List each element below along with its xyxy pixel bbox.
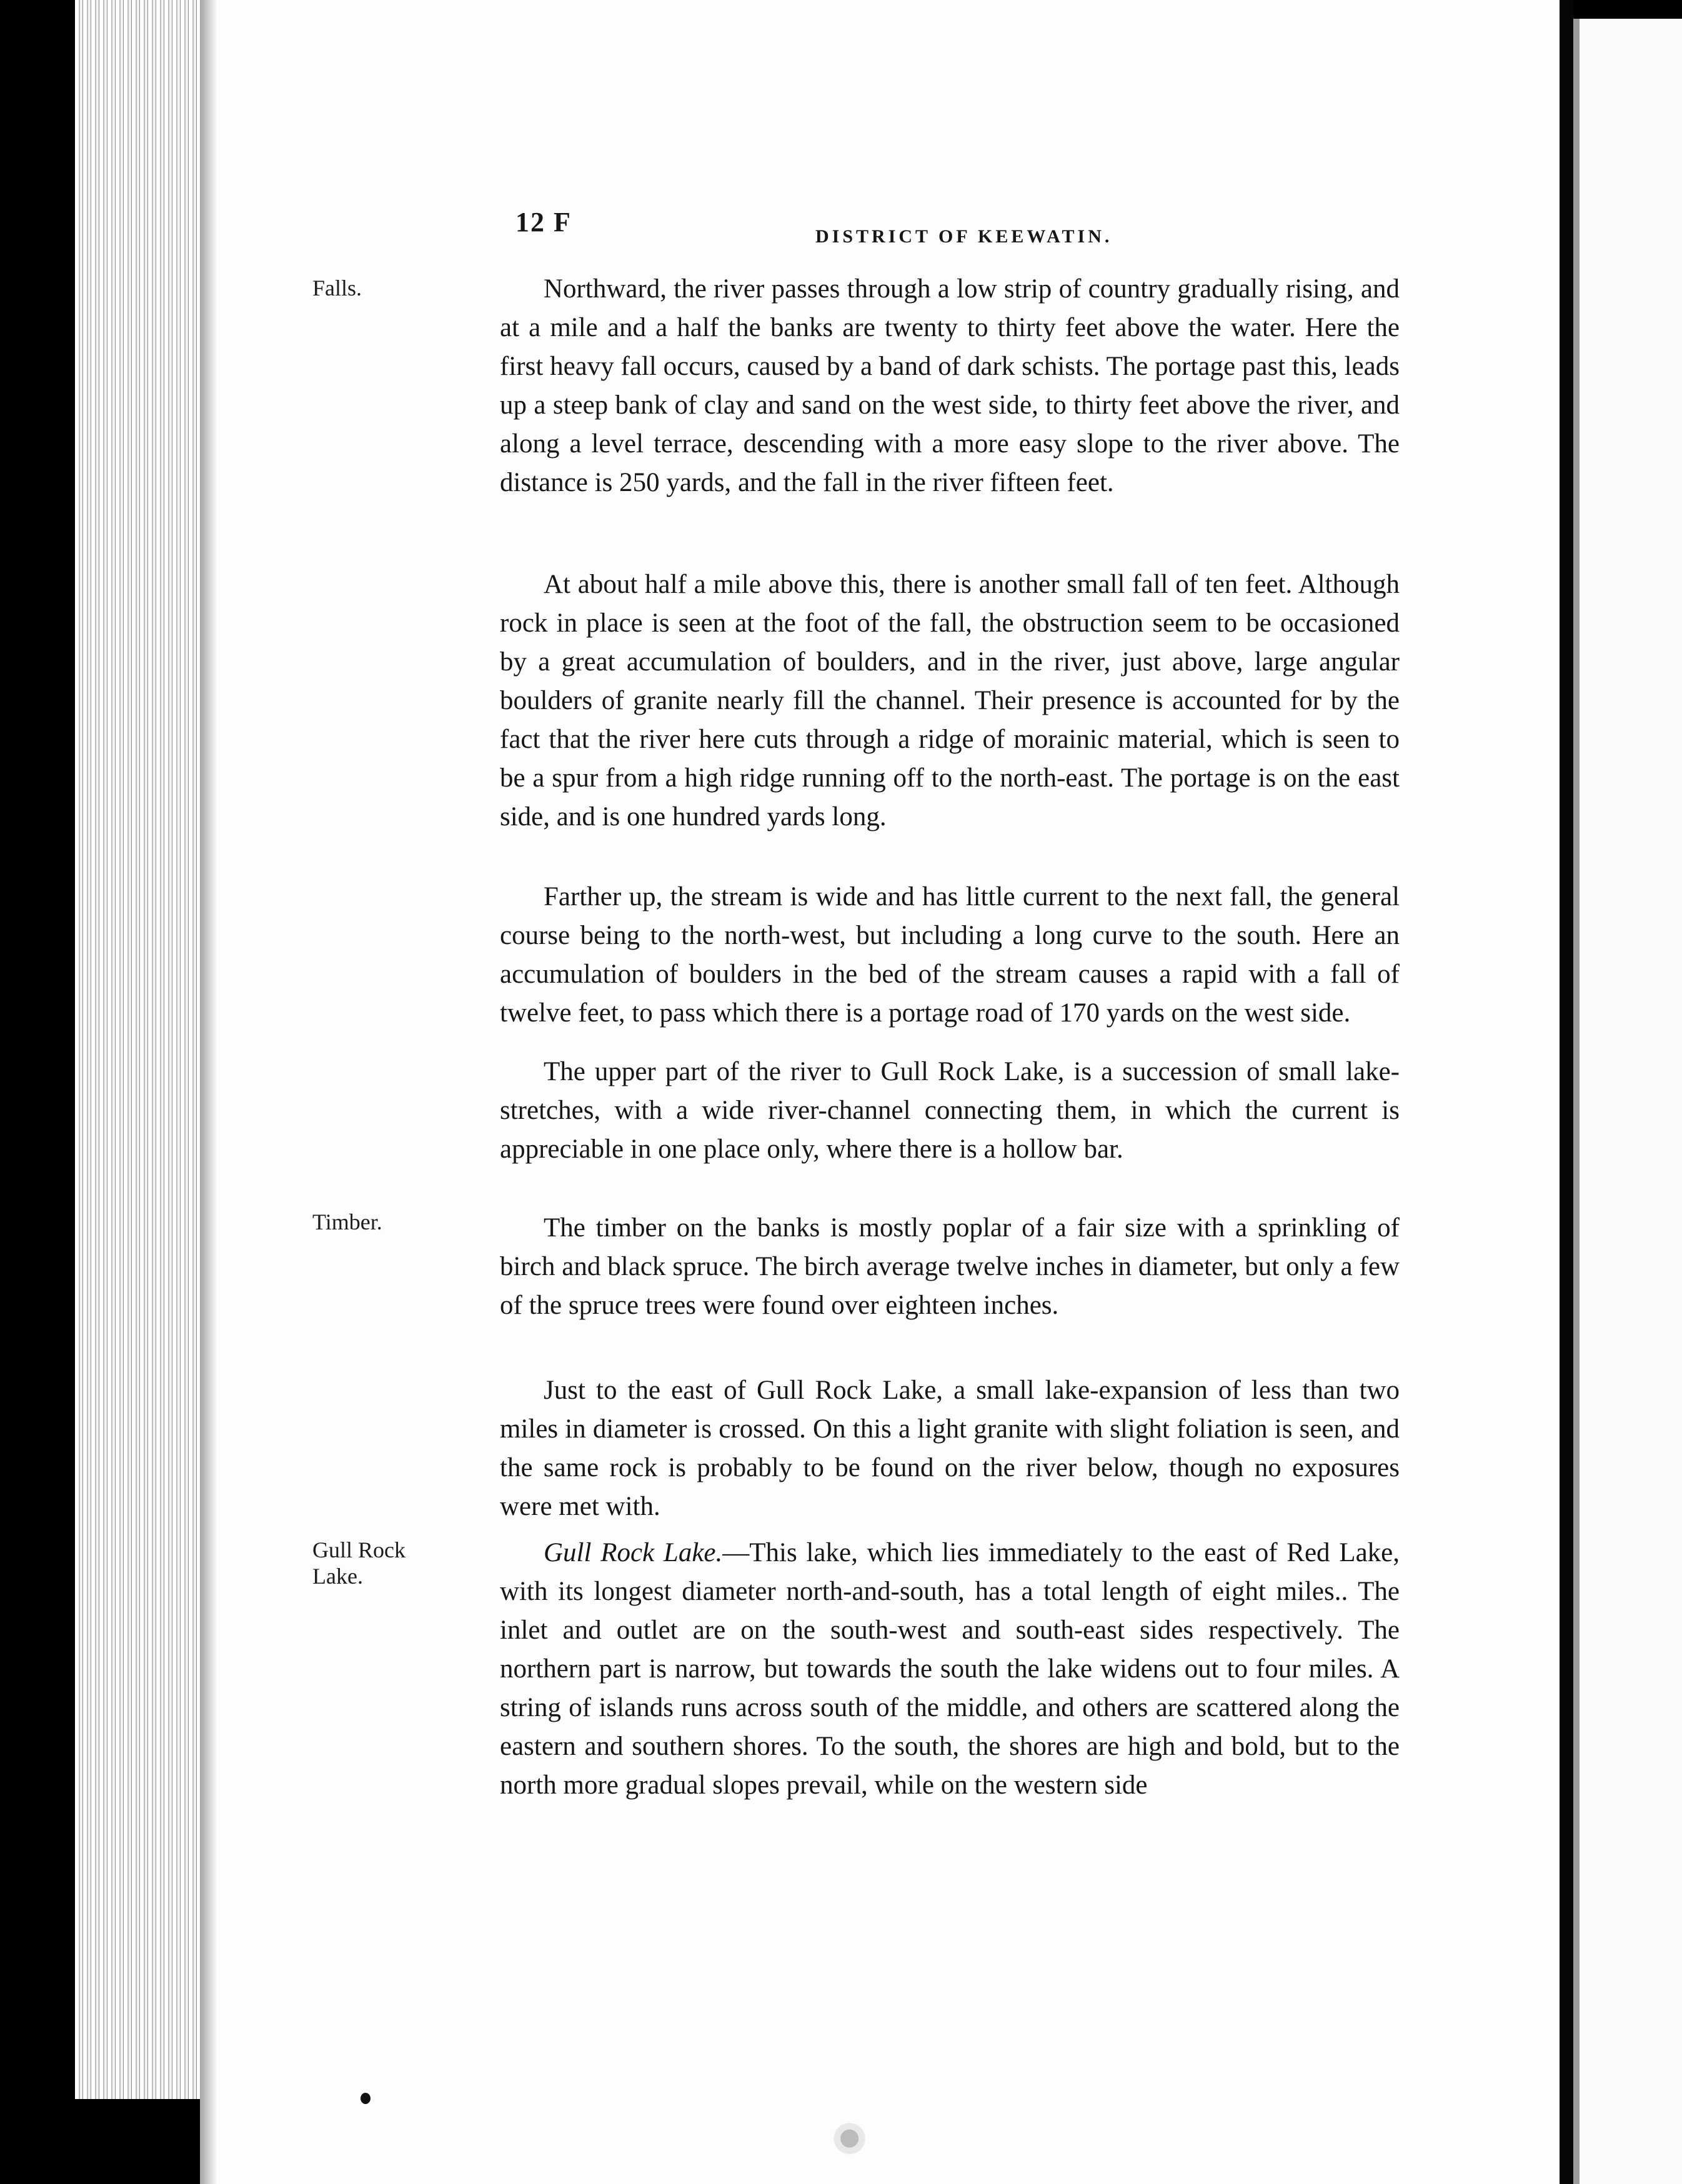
margin-note-falls: Falls. [312,275,362,300]
page-binding-shadow [200,0,217,2184]
ink-spot [361,2093,371,2104]
paragraph-upper-part: The upper part of the river to Gull Rock Lake, is a succession of small lake-stretches, with a wide river-channel connecting them, in which the current is appreciable in one place only, where there is a hollow bar. [500,1057,1400,1164]
paragraph-half-mile: At about half a mile above this, there is another small fall of ten feet. Although rock in place is seen at the foot of the fall, the obstruction seem to be occasioned by a great accumulation of boulders, and in the river, just above, large angular boulders of granite nearly fill the channel. Their presence is accounted for by the fact that the river here cuts through a ridge of morainic material, which is seen to be a spur from a high ridge running off to the north-east. The portage is on the east side, and is one hundred yards long. [500,570,1400,831]
facing-page [1573,19,1682,2184]
paragraph-east-of-lake: Just to the east of Gull Rock Lake, a small lake-expansion of less than two miles in diameter is crossed. On this a light granite with slight foliation is seen, and the same rock is probably to be found on the river below, though no exposures were met with. [500,1376,1400,1521]
paragraph-northward: Northward, the river passes through a low strip of country gradually rising, and at a mile and a half the banks are twenty to thirty feet above the water. Here the first heavy fall occurs, caused by a band of dark schists. The portage past this, leads up a steep bank of clay and sand on the west side, to thirty feet above the river, and along a level terrace, descending with a more easy slope to the river above. The distance is 250 yards, and the fall in the river fifteen feet. [500,274,1400,497]
margin-note-timber: Timber. [312,1209,382,1234]
scan-artifact [831,2123,877,2158]
page-number: 12 F [515,207,572,237]
running-head: DISTRICT OF KEEWATIN. [815,226,1113,247]
section-heading-gull-rock-lake: Gull Rock Lake. [544,1538,723,1567]
paragraph-gull-rock-lake-text: —This lake, which lies immediately to the east of Red Lake, with its longest diameter north-and-south, has a total length of eight miles.. The inlet and outlet are on the south-west and south-east sides respectively. The northern part is narrow, but towards the south the lake widens out to four miles. A string of islands runs across south of the middle, and others are scattered along the eastern and southern shores. To the south, the shores are high and bold, but to the north more gradual slopes prevail, while on the western side [500,1538,1400,1800]
margin-note-gull-rock-lake: Gull Rock Lake. [312,1537,406,1589]
page-gutter [1560,0,1573,2184]
paragraph-gull-rock-lake [500,1534,1400,1805]
facing-page-edge [1573,19,1580,2184]
paragraph-timber: The timber on the banks is mostly poplar of a fair size with a sprinkling of birch and black spruce. The birch average twelve inches in diameter, but only a few of the spruce trees were found over eighteen inches. [500,1213,1400,1320]
paragraph-farther-up: Farther up, the stream is wide and has little current to the next fall, the general course being to the north-west, but including a long curve to the south. Here an accumulation of boulders in the bed of the stream causes a rapid with a fall of twelve feet, to pass which there is a portage road of 170 yards on the west side. [500,882,1400,1028]
